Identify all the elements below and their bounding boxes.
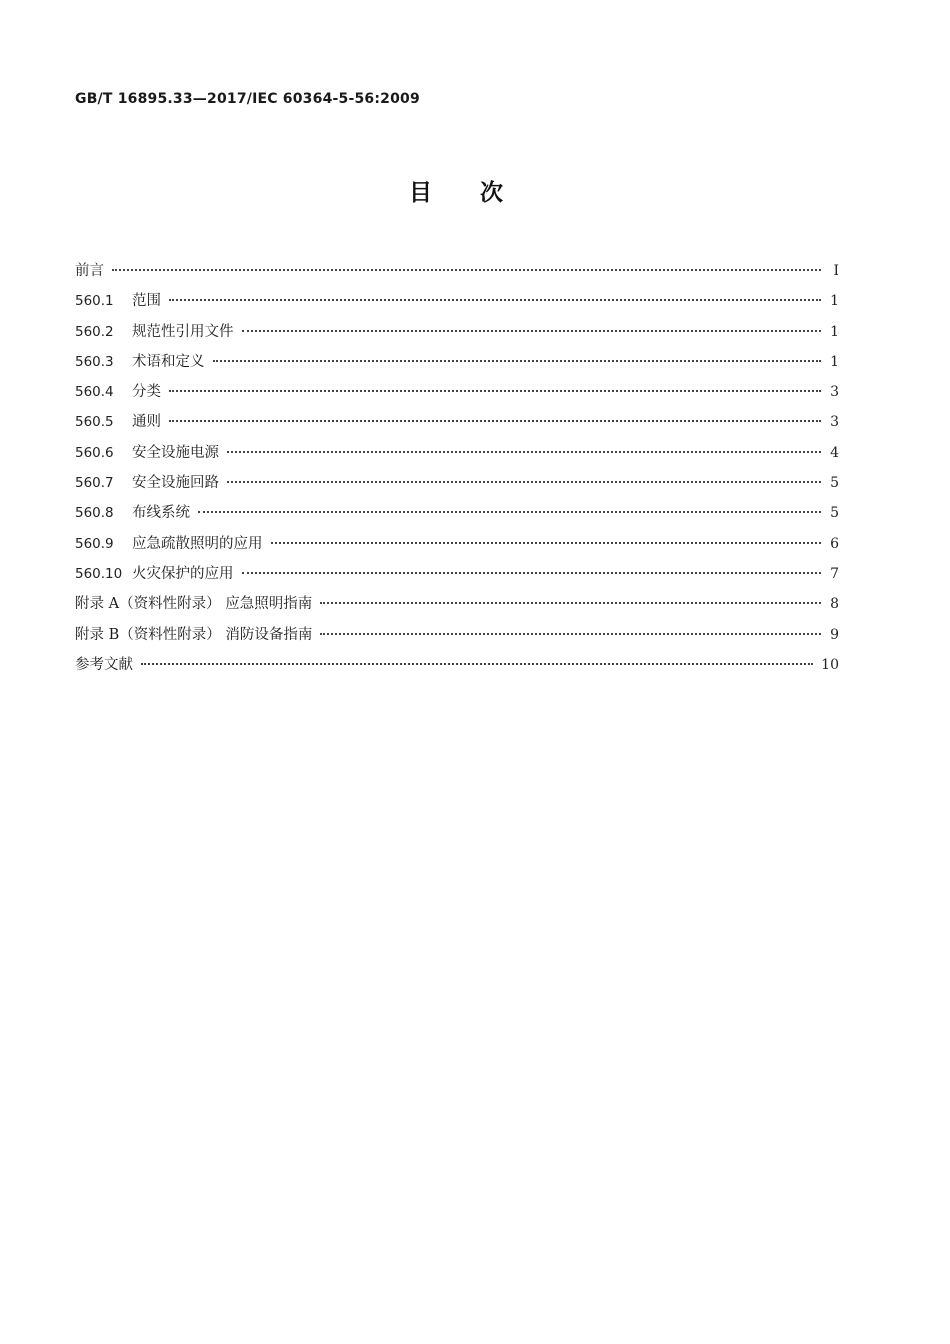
toc-entry-label xyxy=(75,650,133,680)
toc-leader-dots xyxy=(242,329,822,332)
toc-entry-page: 10 xyxy=(821,656,839,673)
toc-entry-title: 通则 xyxy=(132,414,161,431)
toc-leader-dots xyxy=(320,632,821,635)
toc-leader-dots xyxy=(320,601,821,604)
toc-entry-number: 560.6 xyxy=(75,444,114,461)
toc-entry[interactable] xyxy=(75,589,839,619)
toc-leader-dots xyxy=(112,268,821,271)
toc-entry-label xyxy=(75,317,234,347)
toc-entry-label xyxy=(75,559,234,589)
toc-entry-label xyxy=(75,529,263,559)
toc-title-part1: 目 xyxy=(409,180,434,206)
toc-entry-number: 560.9 xyxy=(75,535,114,552)
toc-entry-title: 火灾保护的应用 xyxy=(132,565,234,582)
toc-leader-dots xyxy=(169,298,821,301)
toc-leader-dots xyxy=(227,480,821,483)
toc-entry[interactable] xyxy=(75,498,839,528)
toc-entry-number: 560.8 xyxy=(75,505,114,522)
toc-entry[interactable] xyxy=(75,620,839,650)
toc-entry-page: Ⅰ xyxy=(833,263,839,279)
toc-entry-label xyxy=(75,438,219,468)
toc-entry[interactable] xyxy=(75,529,839,559)
toc-entry-label xyxy=(75,589,312,619)
toc-entry-label xyxy=(75,498,190,528)
toc-entry-page: 3 xyxy=(830,384,839,401)
toc-entry-title: 参考文献 xyxy=(75,656,133,673)
toc-entry[interactable] xyxy=(75,468,839,498)
toc-entry-number: 560.4 xyxy=(75,384,114,401)
toc-entry-title: 安全设施回路 xyxy=(132,475,219,492)
toc-entry-label xyxy=(75,377,161,407)
toc-entry-title: 附录 B（资料性附录） 消防设备指南 xyxy=(75,626,313,643)
toc-entry-title: 前言 xyxy=(75,263,104,279)
table-of-contents xyxy=(75,256,839,680)
toc-entry[interactable] xyxy=(75,377,839,407)
toc-leader-dots xyxy=(213,359,822,362)
toc-entry-page: 8 xyxy=(830,596,839,613)
toc-entry-label xyxy=(75,407,161,437)
toc-entry-label xyxy=(75,620,312,650)
toc-leader-dots xyxy=(141,662,813,665)
toc-entry-number: 560.2 xyxy=(75,323,114,340)
toc-entry-page: 4 xyxy=(830,444,839,461)
toc-entry-title: 术语和定义 xyxy=(132,353,205,370)
toc-entry-title: 布线系统 xyxy=(132,505,190,522)
toc-entry-label xyxy=(75,347,205,377)
toc-entry-page: 5 xyxy=(830,475,839,492)
toc-entry-title: 附录 A（资料性附录） 应急照明指南 xyxy=(75,596,313,613)
toc-leader-dots xyxy=(169,419,821,422)
toc-entry-number: 560.5 xyxy=(75,414,114,431)
toc-entry-page: 9 xyxy=(830,626,839,643)
toc-entry-title: 分类 xyxy=(132,384,161,401)
toc-entry[interactable] xyxy=(75,256,839,286)
toc-title-part2: 次 xyxy=(480,180,505,206)
toc-entry-label xyxy=(75,256,104,286)
toc-entry-number: 560.3 xyxy=(75,353,114,370)
toc-entry[interactable] xyxy=(75,317,839,347)
toc-leader-dots xyxy=(169,389,821,392)
toc-entry-page: 1 xyxy=(830,293,839,310)
toc-entry-number: 560.10 xyxy=(75,565,123,582)
toc-entry[interactable] xyxy=(75,347,839,377)
toc-entry-page: 1 xyxy=(830,323,839,340)
toc-entry-page: 6 xyxy=(830,535,839,552)
toc-entry-page: 1 xyxy=(830,353,839,370)
toc-entry-number: 560.1 xyxy=(75,293,114,310)
toc-entry[interactable] xyxy=(75,407,839,437)
toc-entry-title: 规范性引用文件 xyxy=(132,323,234,340)
toc-leader-dots xyxy=(198,510,821,513)
document-code: GB/T 16895.33—2017/IEC 60364-5-56:2009 xyxy=(75,91,420,107)
toc-leader-dots xyxy=(242,571,822,574)
toc-entry-title: 应急疏散照明的应用 xyxy=(132,535,263,552)
toc-entry-title: 安全设施电源 xyxy=(132,444,219,461)
toc-entry-page: 5 xyxy=(830,505,839,522)
toc-title xyxy=(0,174,914,207)
toc-entry-page: 7 xyxy=(830,565,839,582)
toc-leader-dots xyxy=(227,450,821,453)
toc-entry-label xyxy=(75,286,161,316)
toc-entry[interactable] xyxy=(75,559,839,589)
toc-entry[interactable] xyxy=(75,286,839,316)
toc-entry-title: 范围 xyxy=(132,293,161,310)
toc-entry-label xyxy=(75,468,219,498)
toc-leader-dots xyxy=(271,541,822,544)
toc-entry-number: 560.7 xyxy=(75,475,114,492)
toc-entry[interactable] xyxy=(75,650,839,680)
toc-entry-page: 3 xyxy=(830,414,839,431)
toc-entry[interactable] xyxy=(75,438,839,468)
